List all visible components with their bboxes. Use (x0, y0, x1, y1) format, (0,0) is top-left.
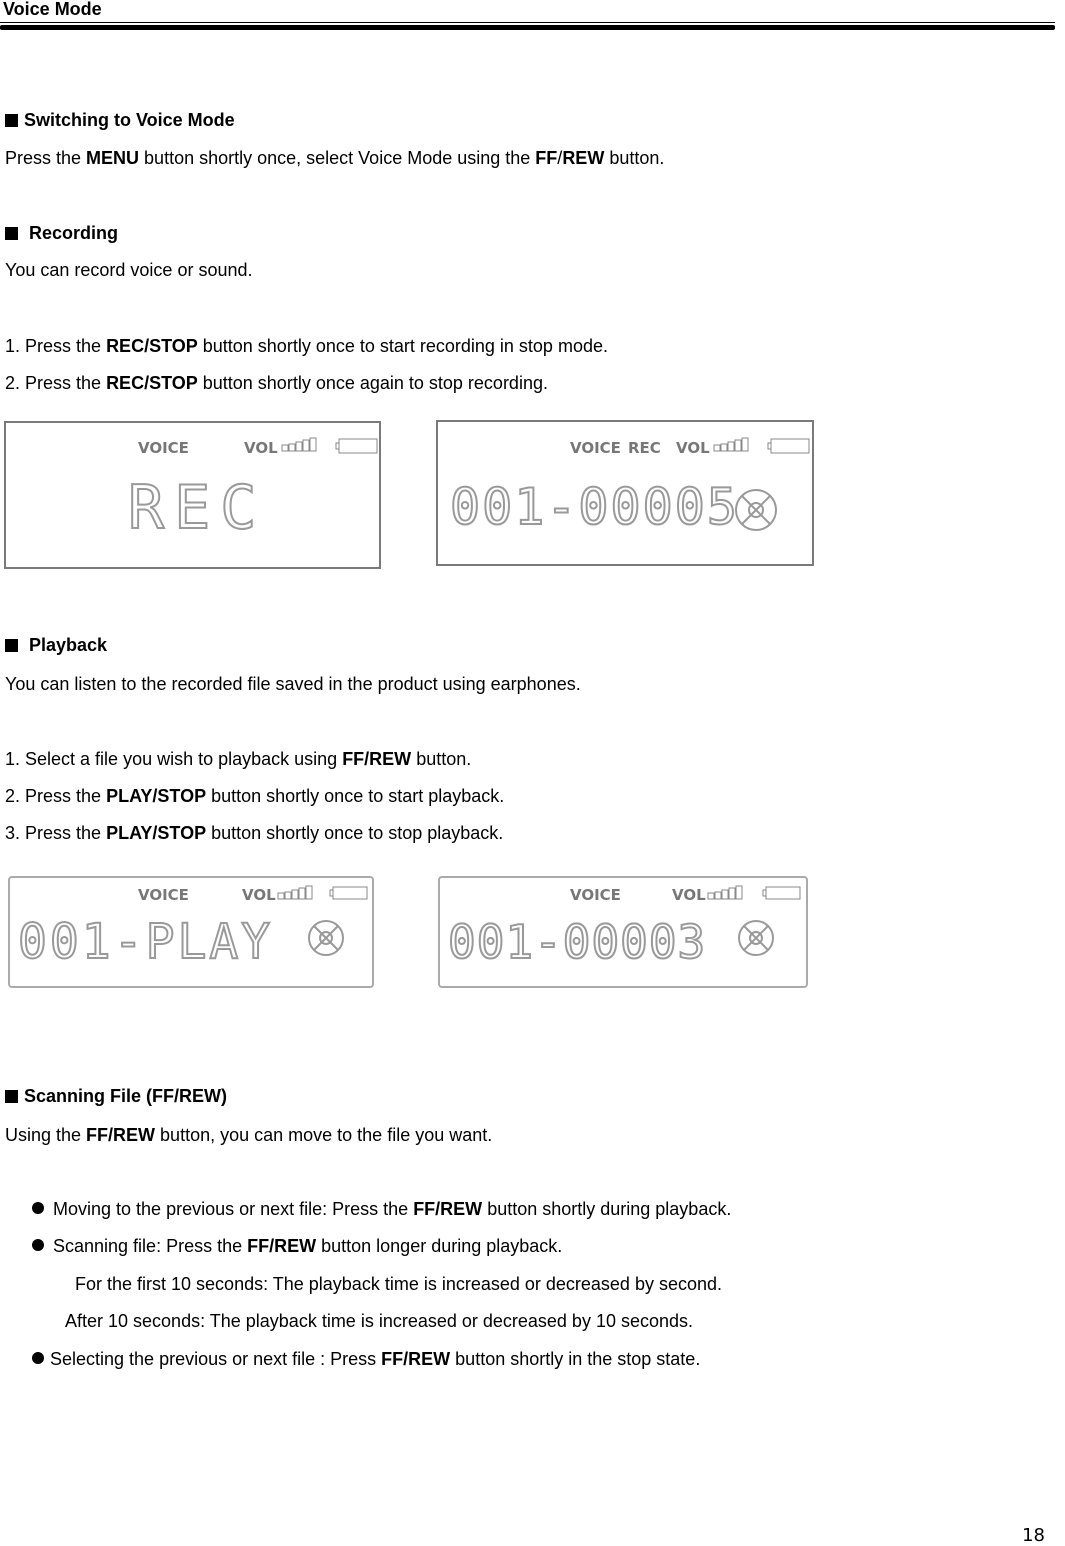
playback-intro: You can listen to the recorded file saved in the product using earphones. (5, 674, 581, 694)
square-bullet-icon (5, 227, 18, 240)
svg-text:VOL: VOL (676, 439, 710, 457)
disc-icon (309, 921, 343, 955)
volume-bars-icon (708, 886, 742, 899)
recording-step-1: 1. Press the REC/STOP button shortly once to start recording in stop mode. (5, 336, 608, 356)
circle-bullet-icon (32, 1352, 44, 1364)
section-heading-scanning: Scanning File (FF/REW) (5, 1085, 227, 1107)
lcd-display-recording-graphic (438, 422, 816, 568)
lcd-display-play-graphic (10, 878, 376, 990)
svg-text:001-PLAY: 001-PLAY (18, 914, 274, 970)
battery-icon (768, 439, 809, 453)
svg-text:REC: REC (628, 439, 661, 457)
playback-step-2: 2. Press the PLAY/STOP button shortly once to start playback. (5, 786, 505, 806)
square-bullet-icon (5, 114, 18, 127)
svg-text:VOL: VOL (672, 886, 706, 904)
lcd-main-text: REC (128, 473, 267, 543)
section-heading-switching: Switching to Voice Mode (5, 109, 235, 131)
disc-icon (736, 490, 776, 530)
header-rule (0, 22, 1055, 23)
svg-text:VOICE: VOICE (570, 886, 621, 904)
square-bullet-icon (5, 639, 18, 652)
battery-icon (336, 439, 377, 453)
recording-step-2: 2. Press the REC/STOP button shortly once again to stop recording. (5, 373, 548, 393)
volume-bars-icon (282, 438, 316, 451)
scanning-bullet-3: Selecting the previous or next file : Press FF/REW button shortly in the stop state. (32, 1348, 700, 1370)
scanning-intro: Using the FF/REW button, you can move to the file you want. (5, 1125, 493, 1145)
lcd-display-playing-graphic (440, 878, 810, 990)
header-rule-thick (0, 25, 1055, 30)
section-heading-recording: Recording (5, 222, 118, 244)
playback-step-1: 1. Select a file you wish to playback using FF/REW button. (5, 749, 472, 769)
page-number: 18 (1022, 1525, 1045, 1546)
svg-text:VOICE: VOICE (570, 439, 621, 457)
scanning-bullet-2-detail-1: For the first 10 seconds: The playback time is increased or decreased by second. (75, 1274, 722, 1294)
lcd-display-recording (436, 420, 814, 566)
lcd-vol-label: VOL (244, 439, 278, 457)
lcd-mode-label: VOICE (138, 439, 189, 457)
svg-text:VOICE: VOICE (138, 886, 189, 904)
lcd-display-rec-graphic (6, 423, 383, 571)
section-heading-playback: Playback (5, 634, 107, 656)
scanning-bullet-2: Scanning file: Press the FF/REW button longer during playback. (32, 1235, 562, 1257)
scanning-bullet-2-detail-2: After 10 seconds: The playback time is increased or decreased by 10 seconds. (65, 1311, 694, 1331)
circle-bullet-icon (32, 1239, 44, 1251)
disc-icon (739, 921, 773, 955)
battery-icon (763, 887, 800, 899)
svg-text:001-00003: 001-00003 (448, 915, 707, 969)
playback-step-3: 3. Press the PLAY/STOP button shortly once to stop playback. (5, 823, 504, 843)
battery-icon (330, 887, 367, 899)
scanning-bullet-1: Moving to the previous or next file: Press the FF/REW button shortly during playback. (32, 1198, 731, 1220)
lcd-display-rec (4, 421, 381, 569)
recording-intro: You can record voice or sound. (5, 260, 253, 280)
circle-bullet-icon (32, 1202, 44, 1214)
volume-bars-icon (278, 886, 312, 899)
svg-text:001-00005: 001-00005 (450, 478, 739, 536)
volume-bars-icon (714, 438, 748, 451)
svg-text:VOL: VOL (242, 886, 276, 904)
lcd-display-playing (438, 876, 808, 988)
lcd-display-play (8, 876, 374, 988)
page-title: Voice Mode (3, 0, 102, 19)
square-bullet-icon (5, 1090, 18, 1103)
switching-text: Press the MENU button shortly once, select Voice Mode using the FF/REW button. (5, 148, 665, 168)
